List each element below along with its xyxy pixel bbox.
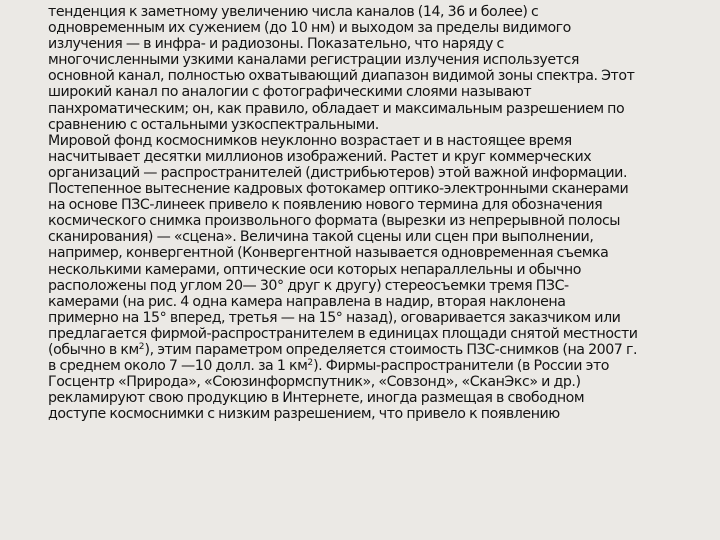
text-line: излучения — в инфра- и радиозоны. Показательно, что наряду с [48, 36, 504, 53]
text-fragment: в среднем около 7 —10 долл. за 1 км [48, 358, 308, 375]
text-line: камерами (на рис. 4 одна камера направлена в надир, вторая наклонена [48, 293, 566, 310]
text-fragment: (обычно в км [48, 341, 139, 358]
text-line: сканирования) — «сцена». Величина такой сцены или сцен при выполнении, [48, 229, 594, 246]
text-line: расположены под углом 20— 30° друг к другу) стереосъемки тремя ПЗС- [48, 277, 569, 294]
text-line [48, 342, 698, 358]
text-line: космического снимка произвольного формата (вырезки из непрерывной полосы [48, 213, 621, 230]
superscript: 2 [138, 341, 145, 352]
text-line: Мировой фонд космоснимков неуклонно возрастает и в настоящее время [48, 132, 572, 149]
text-line: на основе ПЗС-линеек привело к появлению нового термина для обозначения [48, 197, 603, 214]
text-line: Постепенное вытеснение кадровых фотокамер оптико-электронными сканерами [48, 181, 629, 198]
text-line: Госцентр «Природа», «Союзинформспутник», «Совзонд», «СканЭкс» и др.) [48, 374, 581, 391]
text-line: тенденция к заметному увеличению числа каналов (14, 36 и более) с [48, 4, 539, 20]
text-line [48, 358, 698, 374]
text-line: предлагается фирмой-распространителем в единицах площади снятой местности [48, 325, 638, 342]
paragraph-world-fund [48, 133, 698, 181]
text-line: основной канал, полностью охватывающий диапазон видимой зоны спектра. Этот [48, 68, 635, 85]
superscript: 2 [307, 358, 314, 369]
text-line: примерно на 15° вперед, третья — на 15° назад), оговаривается заказчиком или [48, 309, 621, 326]
paragraph-scene [48, 181, 698, 422]
text-line: организаций — распространителей (дистрибьютеров) этой важной информации. [48, 164, 628, 181]
text-line: насчитывает десятки миллионов изображений. Растет и круг коммерческих [48, 148, 592, 165]
text-line: одновременным их сужением (до 10 нм) и выходом за пределы видимого [48, 20, 571, 37]
text-line: многочисленными узкими каналами регистрации излучения используется [48, 52, 579, 69]
paragraph-channels [48, 4, 698, 133]
text-fragment: ). Фирмы-распространители (в России это [313, 358, 610, 375]
text-line: доступе космоснимки с низким разрешением, что привело к появлению [48, 406, 560, 423]
text-line: широкий канал по аналогии с фотографическими слоями называют [48, 84, 532, 101]
text-line: рекламируют свою продукцию в Интернете, иногда размещая в свободном [48, 390, 585, 407]
text-line: сравнению с остальными узкоспектральными. [48, 116, 379, 133]
text-line: несколькими камерами, оптические оси которых непараллельны и обычно [48, 261, 581, 278]
text-line: например, конвергентной (Конвергентной называется одновременная съемка [48, 245, 609, 262]
text-line: панхроматическим; он, как правило, обладает и максимальным разрешением по [48, 100, 625, 117]
text-fragment: ), этим параметром определяется стоимость ПЗС-снимков (на 2007 г. [144, 341, 638, 358]
